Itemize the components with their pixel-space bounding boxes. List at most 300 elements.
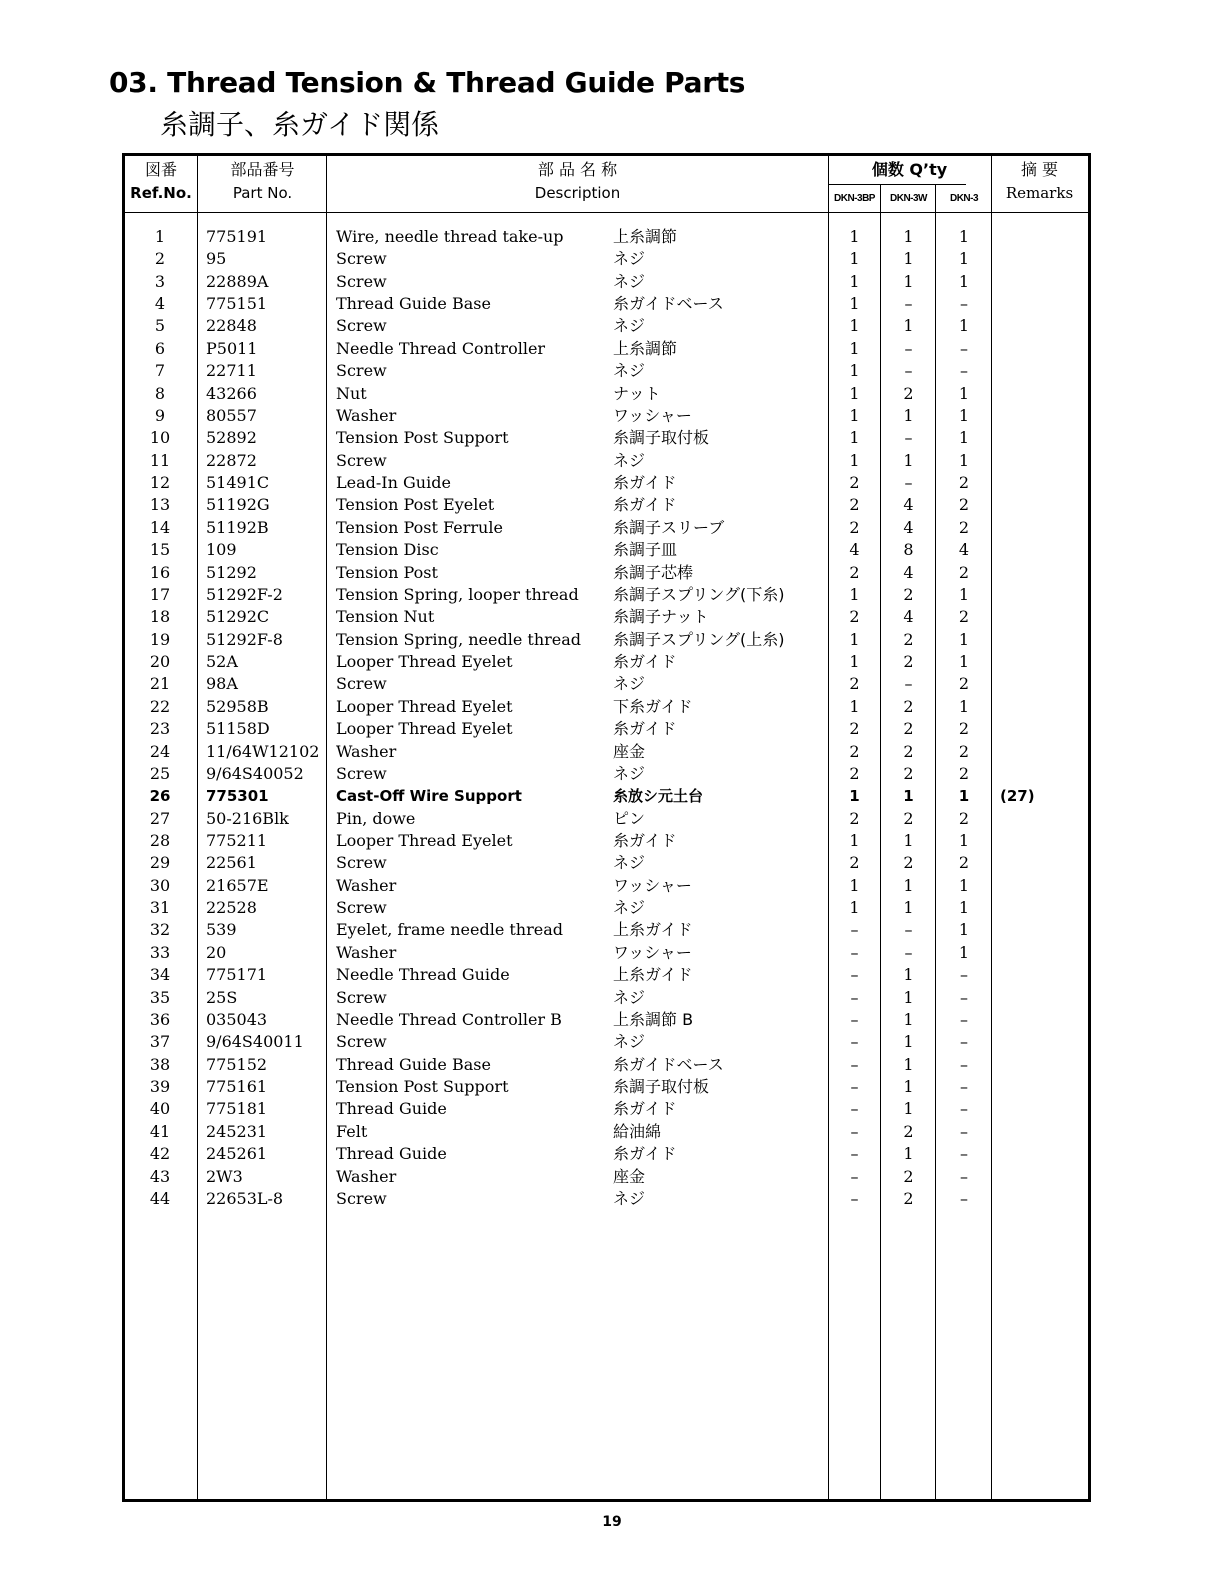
qty-dkn-3w-cell: 1 [903, 450, 914, 470]
description-cell: Screw [336, 361, 387, 381]
ref-cell: 30 [149, 875, 171, 895]
qty-dkn-3bp-cell: 1 [849, 271, 860, 291]
ref-cell: 6 [154, 338, 166, 358]
description-cell: Screw [336, 853, 387, 873]
qty-dkn-3w-cell: 1 [903, 787, 914, 806]
header-model-dkn-3bp: DKN-3BP [834, 193, 875, 204]
ref-cell: 12 [149, 473, 171, 493]
qty-dkn-3bp-cell: 1 [849, 875, 860, 895]
description-jp-cell: ナット [613, 383, 661, 403]
qty-dkn-3w-cell: – [904, 473, 913, 493]
qty-dkn-3-cell: 2 [958, 741, 970, 761]
ref-cell: 43 [149, 1166, 171, 1186]
qty-dkn-3bp-cell: 2 [849, 562, 860, 582]
ref-cell: 13 [149, 495, 171, 515]
ref-cell: 25 [149, 763, 171, 783]
header-desc-jp: 部 品 名 称 [537, 160, 618, 179]
description-cell: Tension Disc [336, 540, 439, 560]
part-no-cell: 51292C [206, 607, 270, 627]
qty-dkn-3w-cell: 1 [903, 405, 914, 425]
qty-dkn-3bp-cell: 2 [849, 517, 860, 537]
description-cell: Washer [336, 942, 397, 962]
qty-dkn-3bp-cell: – [850, 1099, 859, 1119]
table-row [0, 293, 1224, 315]
qty-dkn-3w-cell: – [904, 920, 913, 940]
qty-dkn-3w-cell: 4 [903, 517, 914, 537]
ref-cell: 36 [149, 1009, 171, 1029]
qty-dkn-3-cell: 1 [958, 787, 970, 806]
qty-dkn-3-cell: – [960, 1188, 968, 1208]
qty-dkn-3-cell: 1 [958, 898, 970, 918]
description-cell: Cast-Off Wire Support [336, 787, 522, 806]
table-row [0, 1076, 1224, 1098]
table-row [0, 248, 1224, 270]
header-model-dkn-3: DKN-3 [949, 193, 979, 204]
header-remarks-en: Remarks [1005, 184, 1074, 202]
description-jp-cell: 上糸調節 B [613, 1009, 694, 1029]
part-no-cell: 22711 [206, 361, 257, 381]
part-no-cell: 52892 [206, 428, 257, 448]
qty-dkn-3bp-cell: 1 [849, 227, 860, 246]
part-no-cell: 25S [206, 987, 238, 1007]
qty-dkn-3bp-cell: 1 [849, 629, 860, 649]
description-cell: Tension Post [336, 562, 438, 582]
qty-dkn-3bp-cell: 1 [849, 696, 860, 716]
description-jp-cell: 上糸ガイド [613, 920, 693, 940]
qty-dkn-3bp-cell: – [850, 1054, 859, 1074]
qty-dkn-3-cell: 2 [958, 853, 970, 873]
part-no-cell: 20 [206, 942, 227, 962]
part-no-cell: 51192G [206, 495, 270, 515]
qty-dkn-3w-cell: 1 [903, 1099, 914, 1119]
part-no-cell: 95 [206, 249, 227, 269]
qty-dkn-3-cell: 1 [958, 316, 970, 336]
part-no-cell: 245261 [206, 1144, 268, 1164]
description-jp-cell: 糸調子スプリング(上糸) [613, 629, 785, 649]
part-no-cell: 21657E [206, 875, 269, 895]
qty-dkn-3bp-cell: 1 [849, 405, 860, 425]
ref-cell: 10 [149, 428, 171, 448]
page-number: 19 [602, 1514, 622, 1530]
ref-cell: 40 [149, 1099, 171, 1119]
table-row [0, 539, 1224, 561]
description-cell: Tension Post Support [336, 428, 509, 448]
description-jp-cell: 糸調子取付板 [613, 1077, 710, 1097]
description-jp-cell: 座金 [613, 741, 646, 761]
description-jp-cell: ネジ [613, 1032, 646, 1052]
header-ref-jp: 図番 [144, 160, 177, 179]
qty-dkn-3-cell: – [960, 361, 968, 381]
part-no-cell: 51292F-2 [206, 584, 283, 604]
table-row [0, 562, 1224, 584]
qty-dkn-3w-cell: 2 [903, 584, 914, 604]
table-row [0, 494, 1224, 516]
part-no-cell: 51491C [206, 473, 270, 493]
table-row [0, 942, 1224, 964]
qty-dkn-3w-cell: 4 [903, 495, 914, 515]
part-no-cell: 50-216Blk [206, 808, 289, 828]
ref-cell: 2 [154, 249, 166, 269]
qty-dkn-3bp-cell: 2 [849, 607, 860, 627]
table-row [0, 964, 1224, 986]
part-no-cell: 22889A [206, 271, 269, 291]
qty-dkn-3w-cell: 1 [903, 1032, 914, 1052]
ref-cell: 32 [149, 920, 171, 940]
description-cell: Needle Thread Controller [336, 338, 546, 358]
description-cell: Wire, needle thread take-up [336, 227, 564, 246]
qty-dkn-3w-cell: 1 [903, 249, 914, 269]
qty-dkn-3bp-cell: 1 [849, 787, 860, 806]
qty-dkn-3bp-cell: – [850, 1077, 859, 1097]
qty-dkn-3w-cell: 4 [903, 562, 914, 582]
qty-dkn-3-cell: 2 [958, 495, 970, 515]
ref-cell: 15 [149, 540, 171, 560]
qty-dkn-3w-cell: 2 [903, 719, 914, 739]
ref-cell: 7 [154, 361, 166, 381]
part-no-cell: 9/64S40011 [206, 1032, 304, 1052]
ref-cell: 22 [149, 696, 171, 716]
part-no-cell: 9/64S40052 [206, 763, 304, 783]
qty-dkn-3w-cell: 1 [903, 875, 914, 895]
ref-cell: 3 [154, 271, 166, 291]
part-no-cell: 775171 [206, 965, 268, 985]
header-desc-en: Description [534, 184, 621, 202]
qty-dkn-3bp-cell: – [850, 1032, 859, 1052]
ref-cell: 19 [149, 629, 171, 649]
part-no-cell: 775161 [206, 1077, 268, 1097]
table-row [0, 1009, 1224, 1031]
qty-dkn-3-cell: – [960, 965, 968, 985]
ref-cell: 31 [149, 898, 171, 918]
part-no-cell: 775191 [206, 227, 268, 246]
qty-dkn-3w-cell: 8 [903, 540, 914, 560]
table-row [0, 1166, 1224, 1188]
qty-dkn-3-cell: 1 [958, 696, 970, 716]
description-cell: Screw [336, 1032, 387, 1052]
qty-dkn-3-cell: 1 [958, 450, 970, 470]
qty-dkn-3w-cell: 1 [903, 1054, 914, 1074]
ref-cell: 8 [154, 383, 166, 403]
description-jp-cell: 糸調子皿 [613, 540, 678, 560]
header-part-en: Part No. [232, 184, 293, 202]
qty-dkn-3-cell: – [960, 1121, 968, 1141]
description-cell: Washer [336, 1166, 397, 1186]
header-qty: 個数 Q’ty [871, 160, 948, 179]
qty-dkn-3bp-cell: – [850, 1121, 859, 1141]
page-title: 03. Thread Tension & Thread Guide Parts [109, 66, 746, 99]
qty-dkn-3w-cell: – [904, 942, 913, 962]
description-jp-cell: 座金 [613, 1166, 646, 1186]
description-cell: Looper Thread Eyelet [336, 719, 513, 739]
description-cell: Needle Thread Controller B [336, 1009, 562, 1029]
header-model-dkn-3w: DKN-3W [890, 193, 927, 204]
description-cell: Thread Guide Base [336, 1054, 491, 1074]
table-row [0, 696, 1224, 718]
table-row [0, 427, 1224, 449]
qty-dkn-3-cell: 2 [958, 763, 970, 783]
qty-dkn-3bp-cell: 2 [849, 473, 860, 493]
description-jp-cell: ネジ [613, 987, 646, 1007]
table-row [0, 472, 1224, 494]
description-cell: Washer [336, 875, 397, 895]
description-jp-cell: 上糸調節 [613, 338, 678, 358]
description-cell: Screw [336, 674, 387, 694]
ref-cell: 37 [149, 1032, 171, 1052]
description-cell: Thread Guide Base [336, 294, 491, 314]
part-no-cell: 51192B [206, 517, 269, 537]
qty-dkn-3bp-cell: 1 [849, 450, 860, 470]
description-jp-cell: 上糸調節 [613, 227, 678, 246]
part-no-cell: 775301 [206, 787, 269, 806]
table-row [0, 830, 1224, 852]
ref-cell: 21 [149, 674, 171, 694]
qty-dkn-3bp-cell: 1 [849, 652, 860, 672]
table-row [0, 919, 1224, 941]
part-no-cell: 98A [206, 674, 238, 694]
part-no-cell: 109 [206, 540, 237, 560]
description-cell: Screw [336, 450, 387, 470]
qty-dkn-3-cell: – [960, 1054, 968, 1074]
part-no-cell: 035043 [206, 1009, 268, 1029]
description-cell: Pin, dowe [336, 808, 416, 828]
qty-dkn-3bp-cell: – [850, 1166, 859, 1186]
qty-dkn-3bp-cell: 1 [849, 361, 860, 381]
qty-dkn-3w-cell: 4 [903, 607, 914, 627]
table-row [0, 360, 1224, 382]
qty-dkn-3-cell: 2 [958, 607, 970, 627]
table-row [0, 450, 1224, 472]
description-cell: Nut [336, 383, 367, 403]
description-cell: Tension Spring, looper thread [336, 584, 579, 604]
qty-dkn-3-cell: 2 [958, 517, 970, 537]
qty-dkn-3bp-cell: – [850, 920, 859, 940]
qty-dkn-3w-cell: 2 [903, 763, 914, 783]
ref-cell: 35 [149, 987, 171, 1007]
table-row [0, 741, 1224, 763]
table-row [0, 226, 1224, 248]
description-jp-cell: 糸調子スリーブ [613, 517, 725, 537]
qty-dkn-3-cell: – [960, 1166, 968, 1186]
description-cell: Felt [336, 1121, 368, 1141]
qty-dkn-3w-cell: 2 [903, 741, 914, 761]
qty-dkn-3-cell: 2 [958, 808, 970, 828]
description-cell: Screw [336, 763, 387, 783]
qty-dkn-3-cell: 1 [958, 428, 970, 448]
part-no-cell: 52A [206, 652, 238, 672]
qty-dkn-3w-cell: 1 [903, 898, 914, 918]
qty-dkn-3w-cell: 1 [903, 227, 914, 246]
qty-dkn-3bp-cell: 1 [849, 428, 860, 448]
qty-dkn-3-cell: 2 [958, 719, 970, 739]
table-row [0, 405, 1224, 427]
qty-dkn-3w-cell: 2 [903, 1121, 914, 1141]
part-no-cell: 51292F-8 [206, 629, 283, 649]
qty-dkn-3-cell: 2 [958, 473, 970, 493]
ref-cell: 41 [149, 1121, 171, 1141]
description-jp-cell: ワッシャー [613, 942, 692, 962]
qty-dkn-3bp-cell: 1 [849, 383, 860, 403]
qty-dkn-3w-cell: 2 [903, 1188, 914, 1208]
ref-cell: 42 [149, 1144, 171, 1164]
description-cell: Looper Thread Eyelet [336, 696, 513, 716]
part-no-cell: 775151 [206, 294, 268, 314]
part-no-cell: 22561 [206, 853, 257, 873]
table-row [0, 584, 1224, 606]
table-row [0, 1054, 1224, 1076]
qty-dkn-3-cell: – [960, 294, 968, 314]
table-row [0, 1143, 1224, 1165]
qty-dkn-3-cell: 2 [958, 674, 970, 694]
qty-dkn-3bp-cell: – [850, 1009, 859, 1029]
qty-dkn-3bp-cell: – [850, 987, 859, 1007]
description-jp-cell: 糸調子取付板 [613, 428, 710, 448]
qty-dkn-3w-cell: 1 [903, 316, 914, 336]
part-no-cell: 22848 [206, 316, 257, 336]
qty-dkn-3bp-cell: 2 [849, 741, 860, 761]
description-jp-cell: 糸ガイド [613, 719, 677, 739]
part-no-cell: 775152 [206, 1054, 268, 1074]
description-jp-cell: ネジ [613, 249, 646, 269]
qty-dkn-3-cell: 1 [958, 227, 970, 246]
description-cell: Screw [336, 249, 387, 269]
qty-dkn-3-cell: – [960, 1099, 968, 1119]
qty-dkn-3w-cell: 1 [903, 1009, 914, 1029]
part-no-cell: 43266 [206, 383, 257, 403]
description-jp-cell: ネジ [613, 1188, 646, 1208]
ref-cell: 44 [149, 1188, 171, 1208]
qty-dkn-3w-cell: – [904, 428, 913, 448]
description-jp-cell: ネジ [613, 853, 646, 873]
qty-dkn-3bp-cell: – [850, 942, 859, 962]
description-jp-cell: 給油綿 [613, 1121, 662, 1141]
qty-dkn-3-cell: 1 [958, 271, 970, 291]
header-bottom-rule [125, 212, 1088, 213]
ref-cell: 23 [149, 719, 171, 739]
qty-dkn-3w-cell: 1 [903, 830, 914, 850]
qty-dkn-3bp-cell: 1 [849, 830, 860, 850]
qty-dkn-3w-cell: 2 [903, 629, 914, 649]
description-cell: Screw [336, 898, 387, 918]
description-cell: Tension Spring, needle thread [336, 629, 582, 649]
qty-dkn-3w-cell: 2 [903, 808, 914, 828]
part-no-cell: 775211 [206, 830, 268, 850]
description-jp-cell: ネジ [613, 316, 646, 336]
qty-dkn-3bp-cell: – [850, 1188, 859, 1208]
description-jp-cell: 糸ガイド [613, 473, 677, 493]
qty-dkn-3-cell: – [960, 987, 968, 1007]
qty-dkn-3-cell: – [960, 1144, 968, 1164]
qty-dkn-3-cell: 4 [958, 540, 970, 560]
part-no-cell: 2W3 [206, 1166, 243, 1186]
description-jp-cell: 糸調子ナット [613, 607, 709, 627]
part-no-cell: P5011 [206, 338, 258, 358]
ref-cell: 24 [149, 741, 171, 761]
table-row [0, 606, 1224, 628]
qty-dkn-3bp-cell: 1 [849, 249, 860, 269]
description-cell: Thread Guide [336, 1099, 447, 1119]
header-remarks-jp: 摘 要 [1020, 160, 1059, 179]
ref-cell: 20 [149, 652, 171, 672]
table-row [0, 673, 1224, 695]
description-jp-cell: 糸調子芯棒 [613, 562, 694, 582]
qty-dkn-3bp-cell: 4 [849, 540, 860, 560]
ref-cell: 5 [154, 316, 166, 336]
table-row [0, 763, 1224, 785]
remarks-cell: (27) [1000, 787, 1035, 806]
description-jp-cell: 糸ガイド [613, 830, 677, 850]
qty-dkn-3-cell: 1 [958, 629, 970, 649]
description-cell: Screw [336, 1188, 387, 1208]
qty-dkn-3w-cell: 2 [903, 383, 914, 403]
part-no-cell: 22872 [206, 450, 257, 470]
description-jp-cell: 糸調子スプリング(下糸) [613, 584, 785, 604]
ref-cell: 34 [149, 965, 171, 985]
qty-dkn-3-cell: 1 [958, 405, 970, 425]
description-jp-cell: 糸放シ元土台 [613, 787, 704, 806]
qty-dkn-3-cell: – [960, 1032, 968, 1052]
ref-cell: 11 [149, 450, 171, 470]
qty-dkn-3-cell: – [960, 1077, 968, 1097]
part-no-cell: 51158D [206, 719, 270, 739]
description-jp-cell: 糸ガイド [613, 652, 677, 672]
description-jp-cell: ピン [613, 808, 646, 828]
description-jp-cell: ネジ [613, 450, 646, 470]
description-jp-cell: 上糸ガイド [613, 965, 693, 985]
description-cell: Tension Post Ferrule [336, 517, 503, 537]
description-cell: Eyelet, frame needle thread [336, 920, 563, 940]
qty-dkn-3bp-cell: 2 [849, 853, 860, 873]
table-row [0, 1098, 1224, 1120]
description-jp-cell: ワッシャー [613, 875, 692, 895]
ref-cell: 33 [149, 942, 171, 962]
table-row [0, 785, 1224, 807]
description-jp-cell: ネジ [613, 763, 646, 783]
table-row [0, 383, 1224, 405]
qty-dkn-3-cell: 1 [958, 383, 970, 403]
qty-dkn-3bp-cell: 2 [849, 808, 860, 828]
header-part-jp: 部品番号 [230, 160, 295, 179]
qty-dkn-3w-cell: 1 [903, 1077, 914, 1097]
part-no-cell: 22528 [206, 898, 257, 918]
table-row [0, 271, 1224, 293]
qty-dkn-3bp-cell: 1 [849, 898, 860, 918]
description-jp-cell: 糸ガイド [613, 495, 677, 515]
qty-dkn-3bp-cell: 1 [849, 584, 860, 604]
header-ref-en: Ref.No. [130, 184, 192, 202]
qty-dkn-3w-cell: 1 [903, 987, 914, 1007]
description-cell: Tension Nut [336, 607, 435, 627]
qty-dkn-3-cell: – [960, 338, 968, 358]
description-cell: Lead-In Guide [336, 473, 451, 493]
qty-dkn-3-cell: 2 [958, 562, 970, 582]
qty-dkn-3bp-cell: 2 [849, 674, 860, 694]
qty-dkn-3-cell: 1 [958, 920, 970, 940]
qty-dkn-3-cell: 1 [958, 584, 970, 604]
qty-dkn-3w-cell: 1 [903, 271, 914, 291]
table-row [0, 1121, 1224, 1143]
qty-dkn-3-cell: 1 [958, 652, 970, 672]
part-no-cell: 245231 [206, 1121, 268, 1141]
qty-dkn-3bp-cell: 1 [849, 294, 860, 314]
qty-dkn-3w-cell: 1 [903, 1144, 914, 1164]
qty-dkn-3bp-cell: 2 [849, 719, 860, 739]
description-jp-cell: ネジ [613, 898, 646, 918]
ref-cell: 17 [149, 584, 171, 604]
qty-dkn-3w-cell: 2 [903, 1166, 914, 1186]
part-no-cell: 22653L-8 [206, 1188, 284, 1208]
qty-dkn-3w-cell: 2 [903, 652, 914, 672]
description-cell: Washer [336, 405, 397, 425]
